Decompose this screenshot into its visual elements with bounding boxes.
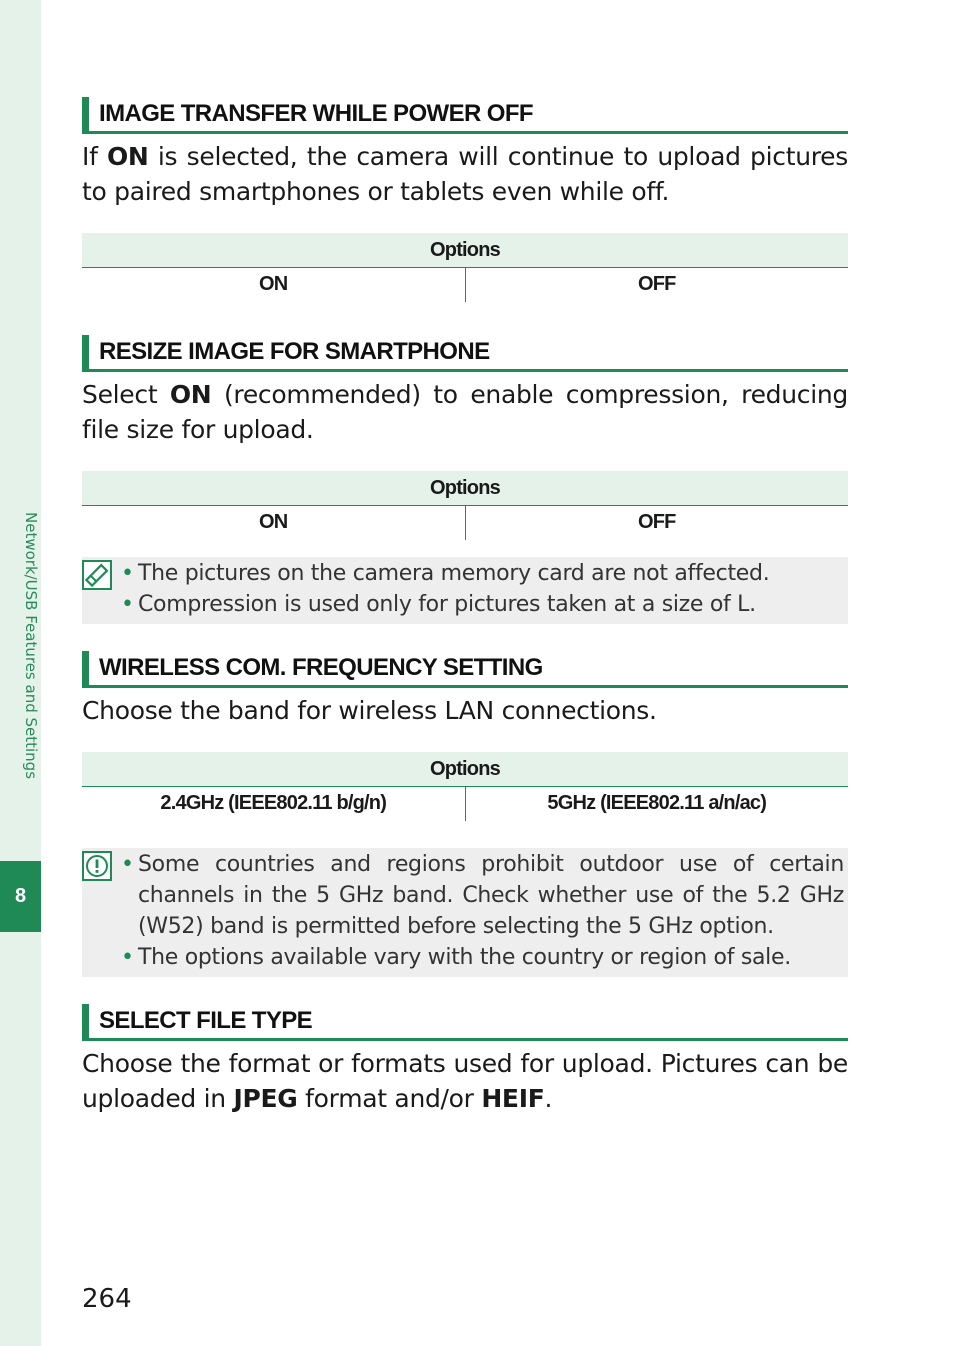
options-table-row [82, 787, 848, 821]
caution-item: • The options available vary with the country or region of sale. [121, 942, 844, 973]
option-2-4ghz: 2.4GHz (IEEE802.11 b/g/n) [82, 787, 466, 821]
emphasis-term: HEIF [481, 1084, 545, 1113]
options-table [82, 233, 848, 302]
option-on: ON [82, 268, 466, 302]
emphasis-term: ON [169, 380, 212, 409]
section-body-text: Choose the band for wireless LAN connections. [82, 696, 657, 725]
page-content [82, 97, 848, 1116]
emphasis-term: JPEG [233, 1084, 298, 1113]
section-heading: SELECT FILE TYPE [82, 1004, 848, 1041]
caution-box [82, 848, 848, 977]
options-table-row [82, 268, 848, 302]
caution-list [121, 849, 844, 973]
option-off: OFF [637, 273, 676, 295]
options-table-header: Options [82, 233, 848, 268]
note-item: • The pictures on the camera memory card are not affected. [121, 558, 844, 589]
note-box [82, 557, 848, 624]
note-icon [82, 560, 112, 590]
section-body-text: If ON is selected, the camera will continue to upload pictures to paired smartphones or tablets even while off. [82, 142, 848, 206]
section-wireless-frequency [82, 651, 848, 977]
emphasis-term: ON [106, 142, 149, 171]
option-on: ON [82, 506, 466, 540]
options-table [82, 471, 848, 540]
chapter-tab[interactable]: 8 [0, 861, 41, 932]
section-select-file-type [82, 1004, 848, 1116]
note-item: • Compression is used only for pictures taken at a size of L. [121, 589, 844, 620]
chapter-title: Network/USB Features and Settings [22, 512, 40, 780]
section-heading: RESIZE IMAGE FOR SMARTPHONE [82, 335, 848, 372]
page-number: 264 [82, 1284, 132, 1314]
section-body-text: Choose the format or formats used for upload. Pictures can be uploaded in JPEG format and/or HEIF. [82, 1049, 848, 1113]
section-heading: WIRELESS COM. FREQUENCY SETTING [82, 651, 848, 688]
option-off: OFF [637, 511, 676, 533]
note-list [121, 558, 844, 620]
section-body-text: Select ON (recommended) to enable compression, reducing file size for upload. [82, 380, 848, 444]
option-5ghz: 5GHz (IEEE802.11 a/n/ac) [547, 792, 767, 814]
options-table-header: Options [82, 752, 848, 787]
section-image-transfer [82, 97, 848, 302]
options-table-header: Options [82, 471, 848, 506]
caution-item: • Some countries and regions prohibit outdoor use of certain channels in the 5 GHz band. Check whether use of the 5.2 GHz (W52) band is permitted before selecting the 5 GHz option. [121, 849, 844, 942]
section-heading: IMAGE TRANSFER WHILE POWER OFF [82, 97, 848, 134]
caution-icon [82, 851, 112, 881]
options-table-row [82, 506, 848, 540]
options-table [82, 752, 848, 821]
section-resize-image [82, 335, 848, 624]
